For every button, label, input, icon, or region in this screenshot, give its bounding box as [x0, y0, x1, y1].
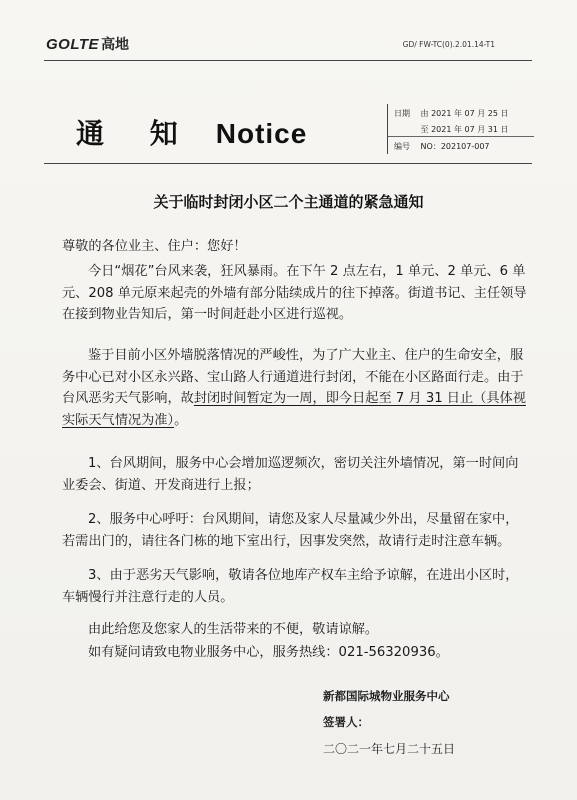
paragraph-3: 1、台风期间，服务中心会增加巡逻频次，密切关注外墙情况，第一时间向业委会、街道、开发商进行上报； — [62, 456, 519, 493]
paragraph-2-a: 鉴于目前小区外墙脱落情况的严峻性，为了广大业主、住户的生命安全，服务中心已对小区永兴路、宝山路人行通道进行封闭，不能在小区路面行走。由于台风恶劣天气影响，故 — [62, 348, 524, 406]
logo-latin-text: GOLTE — [46, 35, 100, 53]
date-to-row — [394, 124, 509, 135]
paragraph-2-underlined: 封闭时间暂定为一周，即今日起至 7 月 31 日止（具体视实际天气情况为准） — [62, 391, 526, 428]
number-row — [394, 141, 490, 152]
header-divider — [44, 60, 532, 61]
greeting: 尊敬的各位业主、住户：您好！ — [62, 239, 247, 254]
meta-box — [387, 104, 534, 154]
notice-title — [76, 112, 307, 152]
paragraph-4: 2、服务中心呼吁：台风期间，请您及家人尽量减少外出，尽量留在家中，若需出门的，请往各门栋的地下室出行，因事发突然，故请行走时注意车辆。 — [62, 512, 519, 549]
date-from: 由 2021 年 07 月 25 日 — [420, 109, 509, 118]
number-label: 编号 — [394, 142, 410, 151]
signature-org: 新都国际城物业服务中心 — [323, 689, 450, 703]
date-from-row — [394, 108, 509, 119]
notice-title-en: Notice — [215, 118, 308, 149]
logo-cn-text: 高地 — [101, 37, 130, 53]
paragraph-2-c: 。 — [174, 412, 188, 428]
signature-date: 二〇二一年七月二十五日 — [323, 742, 456, 756]
paragraph-7: 如有疑问请致电物业服务中心，服务热线：021-56320936。 — [88, 645, 449, 660]
date-label: 日期 — [394, 109, 410, 118]
company-logo — [46, 34, 129, 54]
paragraph-1: 今日“烟花”台风来袭，狂风暴雨。在下午 2 点左右，1 单元、2 单元、6 单元、208 单元原来起壳的外墙有部分陆续成片的往下掉落。街道书记、主任领导在接到物业告知后，第一时间赶赴小区进行巡视。 — [62, 264, 527, 322]
number-value: NO：202107-007 — [420, 142, 490, 151]
notice-title-cn: 通 知 — [76, 117, 196, 150]
paragraph-5: 3、由于恶劣天气影响，敬请各位地库产权车主给予谅解，在进出小区时，车辆慢行并注意行走的人员。 — [62, 568, 519, 605]
document-code: GD/ FW-TC(0).2.01.14-T1 — [402, 40, 495, 49]
paragraph-2 — [62, 345, 528, 431]
paragraph-6: 由此给您及您家人的生活带来的不便，敬请谅解。 — [88, 622, 379, 637]
date-to: 至 2021 年 07 月 31 日 — [420, 125, 509, 134]
signature-signer: 签署人： — [323, 715, 369, 729]
notice-heading: 关于临时封闭小区二个主通道的紧急通知 — [153, 193, 424, 211]
meta-divider — [388, 136, 534, 137]
title-divider — [44, 163, 532, 164]
